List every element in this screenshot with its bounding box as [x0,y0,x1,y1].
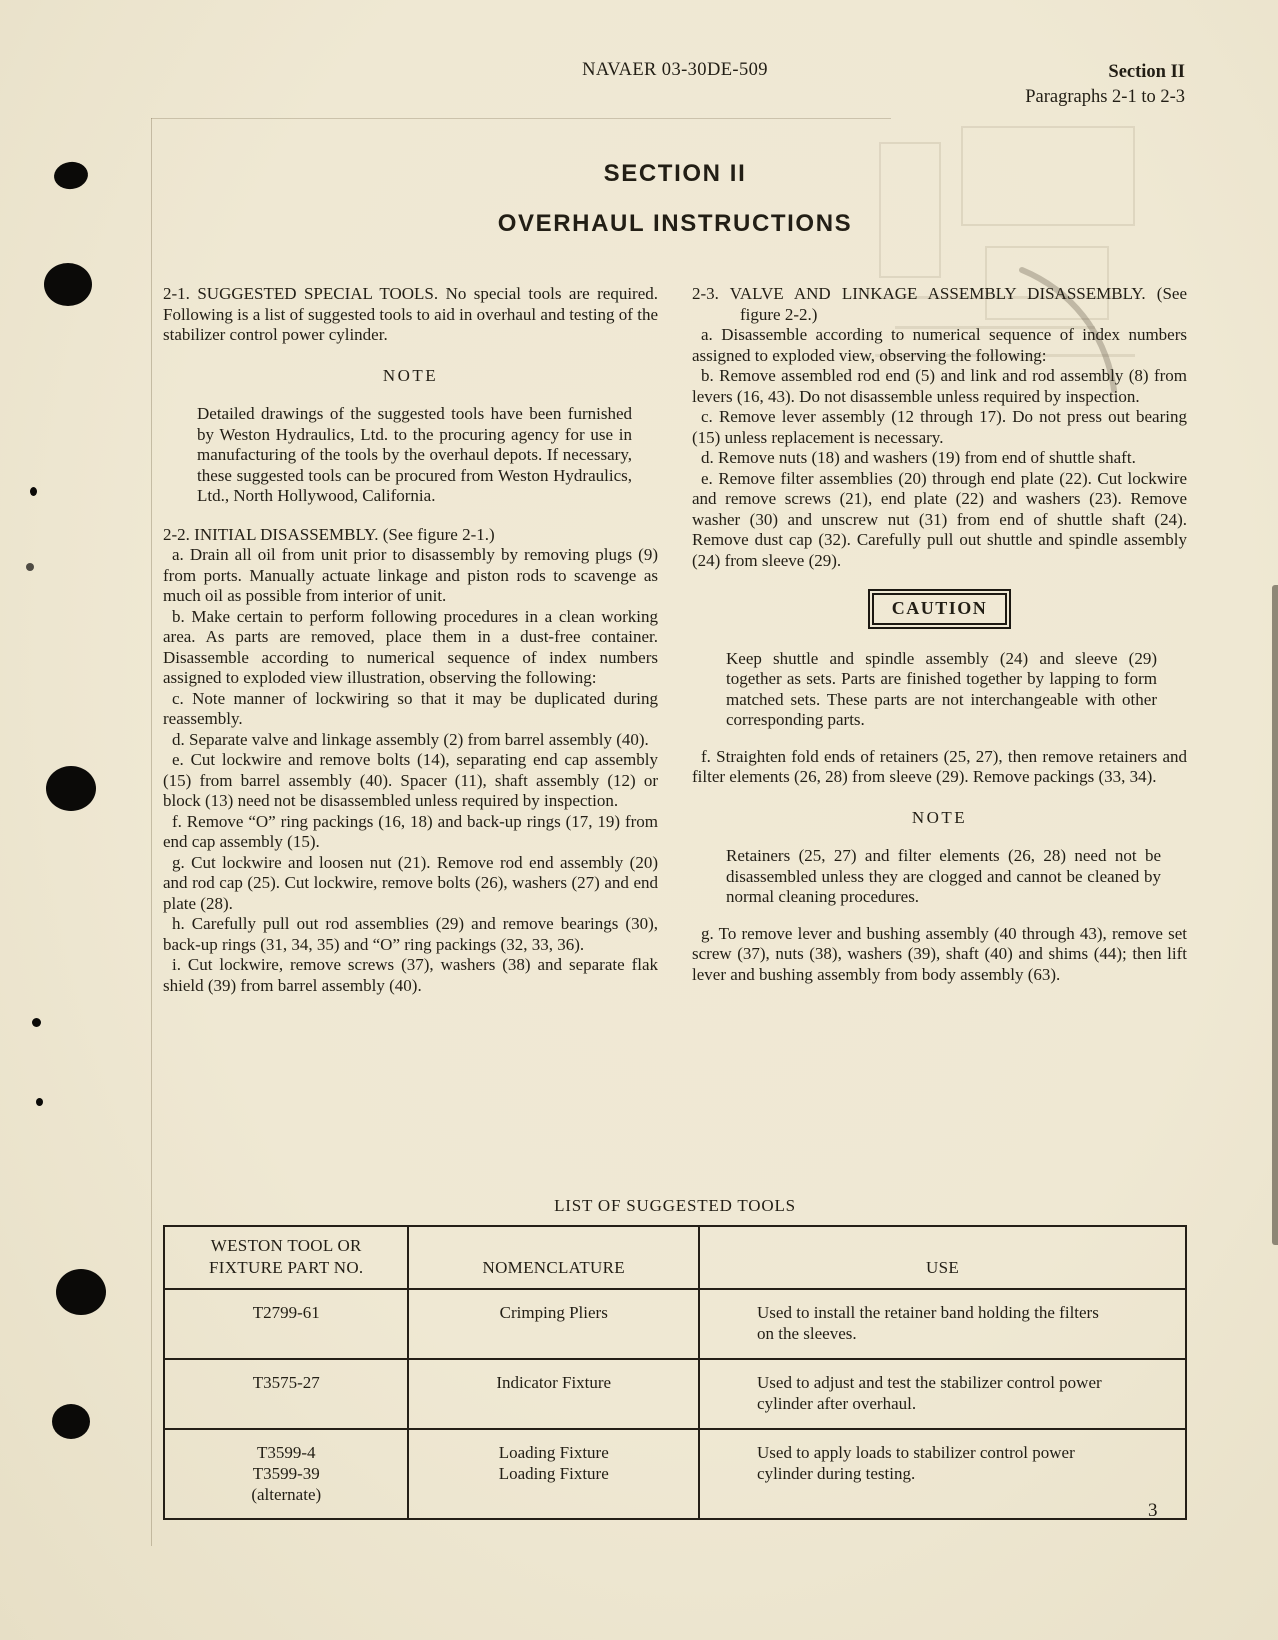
caution-box [872,593,1008,625]
step-2-3-e: e. Remove filter assemblies (20) through end plate (22). Cut lockwire and remove screws (21), end plate (22) and washers (23). Remove washer (30) and unscrew nut (31) from end of shuttle shaft (24). Remove dust cap (32). Carefully pull out shuttle and spindle assembly (24) from sleeve (29). [692,468,1187,570]
step-2-3-g: g. To remove lever and bushing assembly (40 through 43), remove set screw (37), nuts (38), washers (39), shaft (40) and shims (44); then lift lever and bushing assembly from body assembly (63). [692,923,1187,984]
nomenclature-value: Loading Fixture [498,1464,609,1483]
punch-hole-mark [52,1404,90,1439]
step-2-3-b: b. Remove assembled rod end (5) and link and rod assembly (8) from levers (16, 43). Do not disassemble unless required by inspection. [692,366,1187,406]
cell-part-no [164,1359,408,1429]
punch-hole-mark [46,766,96,811]
ink-speck [36,1098,43,1106]
header-section-label: Section II [1108,62,1185,82]
ink-speck [30,487,37,496]
caution-body: Keep shuttle and spindle assembly (24) and sleeve (29) together as sets. Parts are finished together by lapping to form matched sets. These parts are not interchangeable with other corresponding parts. [726,648,1157,729]
left-column [163,284,658,996]
cell-part-no [164,1289,408,1359]
cell-nomenclature [408,1359,699,1429]
heading-2-2: 2-2. INITIAL DISASSEMBLY. (See figure 2-1.) [163,524,495,544]
page-number: 3 [1148,1500,1158,1521]
ink-speck [32,1018,41,1027]
step-2-3-a: a. Disassemble according to numerical sequence of index numbers assigned to exploded view, observing the following: [692,325,1187,365]
heading-2-3: 2-3. VALVE AND LINKAGE ASSEMBLY DISASSEMBLY. (See figure 2-2.) [692,284,1187,324]
para-2-1: 2-1. SUGGESTED SPECIAL TOOLS. No special tools are required. Following is a list of suggested tools to aid in overhaul and testing of the stabilizer control power cylinder. [163,284,658,344]
cell-nomenclature [408,1289,699,1359]
step-2-2-g: g. Cut lockwire and loosen nut (21). Remove rod end assembly (20) and rod cap (25). Cut lockwire, remove bolts (26), washers (27) and end plate (28). [163,852,658,913]
caution-label: CAUTION [891,598,988,618]
step-2-2-c: c. Note manner of lockwiring so that it may be duplicated during reassembly. [163,688,658,728]
part-no-value: T2799-61 [252,1303,320,1322]
caution-box-wrap [692,593,1187,625]
punch-hole-mark [52,160,89,191]
step-2-2-d: d. Separate valve and linkage assembly (2) from barrel assembly (40). [172,729,649,749]
right-column [692,284,1187,996]
page-header [163,60,1187,108]
note-heading: NOTE [911,807,968,827]
th-part-no-line1: WESTON TOOL OR [210,1236,362,1255]
th-part-no-line2: FIXTURE PART NO. [209,1258,364,1277]
step-2-2-i: i. Cut lockwire, remove screws (37), washers (38) and separate flak shield (39) from barrel assembly (40). [163,955,658,995]
suggested-tools-table [163,1225,1187,1520]
nomenclature-value: Loading Fixture [498,1443,609,1462]
table-header-row [164,1226,1186,1289]
nomenclature-value: Crimping Pliers [499,1303,608,1322]
tools-table-caption: LIST OF SUGGESTED TOOLS [554,1196,796,1215]
step-2-2-a: a. Drain all oil from unit prior to disassembly by removing plugs (9) from ports. Manually actuate linkage and piston rods to scavenge as much oil as possible from interior of unit. [163,545,658,605]
th-use: USE [699,1226,1186,1289]
cell-nomenclature [408,1429,699,1519]
note-heading: NOTE [382,365,439,385]
step-2-2-h: h. Carefully pull out rod assemblies (29) and remove bearings (30), back-up rings (31, 34, 35) and “O” ring packings (32, 33, 36). [163,914,658,954]
table-row [164,1289,1186,1359]
page-content [163,60,1187,996]
table-row [164,1359,1186,1429]
step-2-3-f: f. Straighten fold ends of retainers (25, 27), then remove retainers and filter elements (26, 28) from sleeve (29). Remove packings (33, 34). [692,746,1187,786]
punch-hole-mark [56,1269,106,1315]
two-column-text [163,284,1187,996]
nomenclature-value: Indicator Fixture [496,1373,612,1392]
tools-table-section [163,1196,1187,1520]
part-no-value: T3599-39 [252,1464,320,1483]
document-number: NAVAER 03-30DE-509 [582,60,768,80]
cell-use: Used to install the retainer band holding the filters on the sleeves. [699,1289,1186,1359]
scan-edge-artifact [1272,585,1278,1245]
note-body: Detailed drawings of the suggested tools have been furnished by Weston Hydraulics, Ltd. to the procuring agency for use in manufacturing of the tools by the overhaul depots. If necessary, these suggested tools can be procured from Weston Hydraulics, Ltd., North Hollywood, California. [197,404,632,505]
header-section-ref [1025,60,1185,110]
cell-use: Used to adjust and test the stabilizer control power cylinder after overhaul. [699,1359,1186,1429]
cell-part-no [164,1429,408,1519]
table-row [164,1429,1186,1519]
section-subtitle: OVERHAUL INSTRUCTIONS [497,210,853,237]
th-part-no [164,1226,408,1289]
header-paragraphs-label: Paragraphs 2-1 to 2-3 [1025,87,1185,107]
step-2-2-f: f. Remove “O” ring packings (16, 18) and back-up rings (17, 19) from end cap assembly (15). [163,811,658,851]
th-nomenclature: NOMENCLATURE [408,1226,699,1289]
section-title: SECTION II [603,160,747,187]
page-edge [151,118,152,1546]
part-no-alternate-note: (alternate) [251,1485,322,1504]
step-2-2-b: b. Make certain to perform following procedures in a clean working area. As parts are removed, place them in a dust-free container. Disassemble according to numerical sequence of index numbers assigned to exploded view illustration, observing the following: [163,606,658,687]
step-2-3-c: c. Remove lever assembly (12 through 17). Do not press out bearing (15) unless replacement is necessary. [692,407,1187,447]
cell-use: Used to apply loads to stabilizer control power cylinder during testing. [699,1429,1186,1519]
ink-speck [26,563,34,571]
punch-hole-mark [44,263,92,306]
step-2-3-d: d. Remove nuts (18) and washers (19) from end of shuttle shaft. [701,448,1136,467]
step-2-2-e: e. Cut lockwire and remove bolts (14), separating end cap assembly (15) from barrel assembly (40). Spacer (11), shaft assembly (12) or block (13) need not be disassembled unless required by inspection. [163,750,658,810]
part-no-value: T3599-4 [256,1443,316,1462]
part-no-value: T3575-27 [252,1373,320,1392]
note-body: Retainers (25, 27) and filter elements (26, 28) need not be disassembled unless they are clogged and cannot be cleaned by normal cleaning procedures. [726,846,1161,906]
